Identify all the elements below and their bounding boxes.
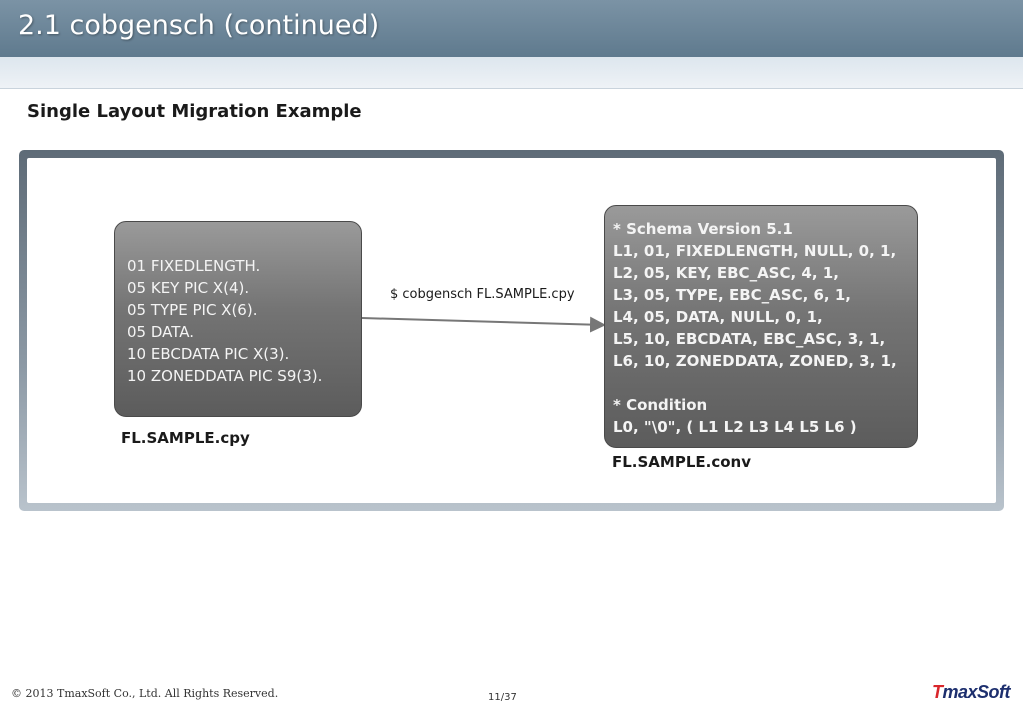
command-text: $ cobgensch FL.SAMPLE.cpy [390, 287, 575, 302]
source-line: 10 EBCDATA PIC X(3). [127, 345, 290, 363]
tmaxsoft-logo [932, 682, 1010, 703]
copyright-text: © 2013 TmaxSoft Co., Ltd. All Rights Reserved. [11, 687, 279, 700]
source-line: 10 ZONEDDATA PIC S9(3). [127, 367, 323, 385]
source-line: 05 KEY PIC X(4). [127, 279, 250, 297]
title-bar [0, 0, 1023, 57]
source-caption: FL.SAMPLE.cpy [121, 429, 250, 447]
schema-output-box [604, 205, 918, 448]
slide-title: 2.1 cobgensch (continued) [18, 10, 380, 41]
schema-line: * Schema Version 5.1 [613, 220, 793, 238]
title-sub-band [0, 57, 1023, 89]
schema-blank-line [613, 372, 917, 394]
section-title: Single Layout Migration Example [27, 101, 362, 122]
schema-line: L5, 10, EBCDATA, EBC_ASC, 3, 1, [613, 330, 886, 348]
schema-line: L1, 01, FIXEDLENGTH, NULL, 0, 1, [613, 242, 897, 260]
source-line: 01 FIXEDLENGTH. [127, 257, 261, 275]
schema-line: L3, 05, TYPE, EBC_ASC, 6, 1, [613, 286, 851, 304]
logo-text: maxSoft [942, 682, 1011, 702]
schema-line: L2, 05, KEY, EBC_ASC, 4, 1, [613, 264, 839, 282]
schema-line: L6, 10, ZONEDDATA, ZONED, 3, 1, [613, 352, 897, 370]
source-line: 05 TYPE PIC X(6). [127, 301, 258, 319]
schema-line: * Condition [613, 396, 708, 414]
output-caption: FL.SAMPLE.conv [612, 453, 751, 471]
schema-line: L4, 05, DATA, NULL, 0, 1, [613, 308, 823, 326]
logo-letter: T [932, 682, 943, 702]
source-copybook-box [114, 221, 362, 417]
source-line: 05 DATA. [127, 323, 195, 341]
schema-line: L0, "\0", ( L1 L2 L3 L4 L5 L6 ) [613, 418, 857, 436]
arrow-icon [360, 310, 610, 334]
page-number: 11/37 [488, 692, 517, 703]
